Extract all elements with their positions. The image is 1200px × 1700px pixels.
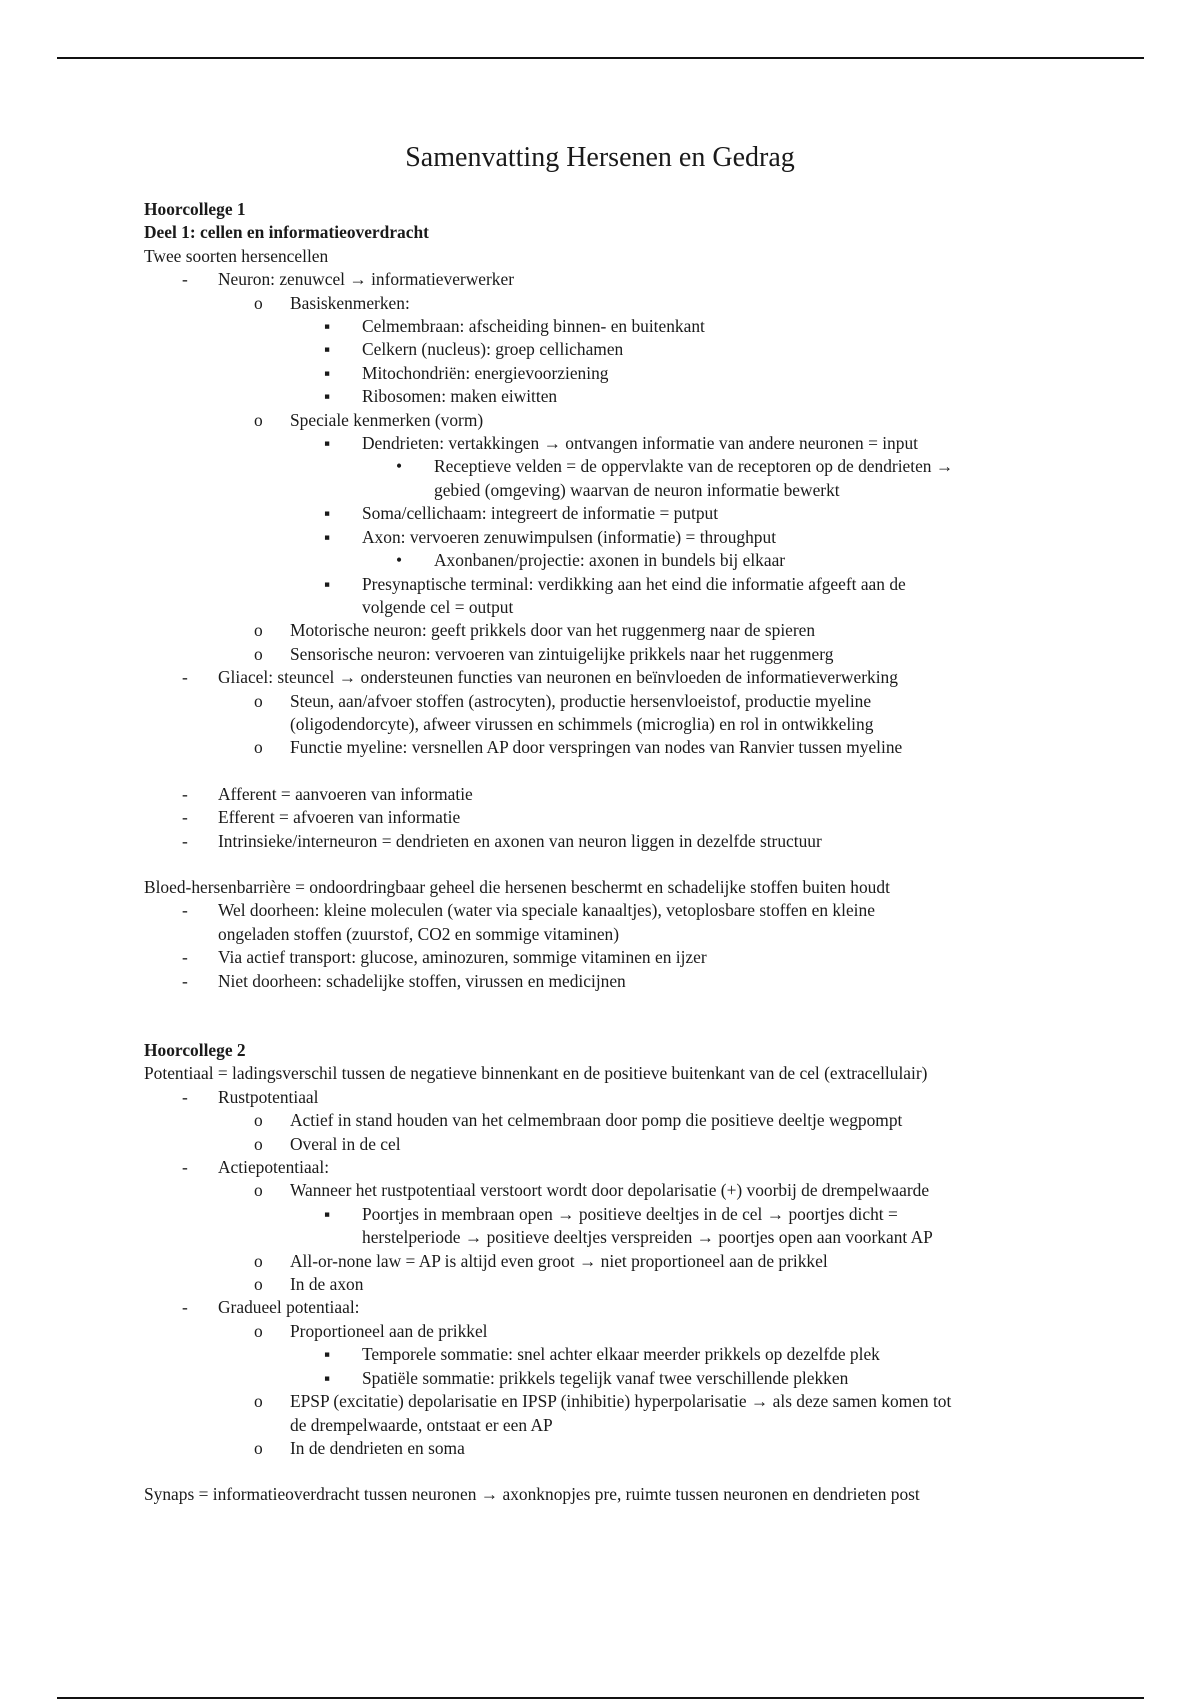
square-marker: ▪	[324, 1203, 331, 1224]
circle-marker: o	[254, 620, 263, 641]
circle-marker: o	[254, 1274, 263, 1295]
spacer	[144, 1460, 1144, 1483]
square-marker: ▪	[324, 526, 331, 547]
list-item: ▪ Dendrieten: vertakkingen → ontvangen informatie van andere neuronen = input	[144, 432, 1144, 455]
list-item: ▪ Spatiële sommatie: prikkels tegelijk vanaf twee verschillende plekken	[144, 1367, 1144, 1390]
list-item: o Steun, aan/afvoer stoffen (astrocyten), productie hersenvloeistof, productie myeline	[144, 690, 1144, 713]
list-item: o Sensorische neuron: vervoeren van zintuigelijke prikkels naar het ruggenmerg	[144, 643, 1144, 666]
spacer	[144, 993, 1144, 1039]
subheading-deel-1: Deel 1: cellen en informatieoverdracht	[144, 222, 429, 243]
list-item-continuation: de drempelwaarde, ontstaat er een AP	[290, 1414, 553, 1435]
dash-marker: -	[182, 269, 188, 290]
list-item: o In de dendrieten en soma	[144, 1437, 1144, 1460]
list-item: o Wanneer het rustpotentiaal verstoort wordt door depolarisatie (+) voorbij de drempelwaarde	[144, 1179, 1144, 1202]
circle-marker: o	[254, 1391, 263, 1412]
square-marker: ▪	[324, 503, 331, 524]
square-marker: ▪	[324, 573, 331, 594]
document-body	[144, 140, 1144, 1507]
square-marker: ▪	[324, 339, 331, 360]
list-item: o Motorische neuron: geeft prikkels door van het ruggenmerg naar de spieren	[144, 619, 1144, 642]
circle-marker: o	[254, 1180, 263, 1201]
square-marker: ▪	[324, 362, 331, 383]
list-item: - Actiepotentiaal:	[144, 1156, 1144, 1179]
circle-marker: o	[254, 643, 263, 664]
list-item: ▪ Soma/cellichaam: integreert de informatie = putput	[144, 502, 1144, 525]
list-item-continuation: ongeladen stoffen (zuurstof, CO2 en sommige vitaminen)	[218, 923, 620, 944]
heading-hoorcollege-1: Hoorcollege 1	[144, 199, 246, 219]
page-title: Samenvatting Hersenen en Gedrag	[405, 142, 795, 173]
paragraph-potentiaal: Potentiaal = ladingsverschil tussen de negatieve binnenkant en de positieve buitenkant van de cel (extracellulair)	[144, 1063, 928, 1084]
dash-marker: -	[182, 1157, 188, 1178]
list-item: o Basiskenmerken:	[144, 292, 1144, 315]
dash-marker: -	[182, 667, 188, 688]
list-item: ▪ Axon: vervoeren zenuwimpulsen (informatie) = throughput	[144, 526, 1144, 549]
bullet-marker: •	[396, 550, 403, 571]
list-item: ▪ Celmembraan: afscheiding binnen- en buitenkant	[144, 315, 1144, 338]
header-rule	[57, 57, 1144, 59]
list-item: o EPSP (excitatie) depolarisatie en IPSP (inhibitie) hyperpolarisatie → als deze samen komen tot	[144, 1390, 1144, 1413]
list-item: o In de axon	[144, 1273, 1144, 1296]
dash-marker: -	[182, 830, 188, 851]
dash-marker: -	[182, 807, 188, 828]
list-item: o Proportioneel aan de prikkel	[144, 1320, 1144, 1343]
list-item-continuation: herstelperiode → positieve deeltjes verspreiden → poortjes open aan voorkant AP	[362, 1227, 933, 1248]
square-marker: ▪	[324, 386, 331, 407]
list-item: ▪ Ribosomen: maken eiwitten	[144, 385, 1144, 408]
list-item-continuation: volgende cel = output	[362, 596, 514, 617]
footer-rule	[57, 1697, 1144, 1699]
dash-marker: -	[182, 1297, 188, 1318]
list-item: - Gradueel potentiaal:	[144, 1296, 1144, 1319]
dash-marker: -	[182, 1086, 188, 1107]
spacer	[144, 853, 1144, 876]
dash-marker: -	[182, 783, 188, 804]
dash-marker: -	[182, 947, 188, 968]
list-item: - Via actief transport: glucose, aminozuren, sommige vitaminen en ijzer	[144, 946, 1144, 969]
list-item: • Receptieve velden = de oppervlakte van de receptoren op de dendrieten →	[144, 455, 1144, 478]
square-marker: ▪	[324, 1367, 331, 1388]
list-item: ▪ Presynaptische terminal: verdikking aan het eind die informatie afgeeft aan de	[144, 573, 1144, 596]
list-item: ▪ Celkern (nucleus): groep cellichamen	[144, 338, 1144, 361]
list-item: - Afferent = aanvoeren van informatie	[144, 783, 1144, 806]
circle-marker: o	[254, 1250, 263, 1271]
list-item: ▪ Mitochondriën: energievoorziening	[144, 362, 1144, 385]
list-item: o Speciale kenmerken (vorm)	[144, 409, 1144, 432]
list-item: - Gliacel: steuncel → ondersteunen functies van neuronen en beïnvloeden de informatieverwerking	[144, 666, 1144, 689]
circle-marker: o	[254, 1110, 263, 1131]
circle-marker: o	[254, 1437, 263, 1458]
circle-marker: o	[254, 1133, 263, 1154]
circle-marker: o	[254, 292, 263, 313]
list-item: o Actief in stand houden van het celmembraan door pomp die positieve deeltje wegpompt	[144, 1109, 1144, 1132]
list-item-continuation: gebied (omgeving) waarvan de neuron informatie bewerkt	[434, 479, 840, 500]
paragraph-bloed-hersenbarriere: Bloed-hersenbarrière = ondoordringbaar geheel die hersenen beschermt en schadelijke stoffen buiten houdt	[144, 876, 890, 897]
circle-marker: o	[254, 1320, 263, 1341]
list-item: - Efferent = afvoeren van informatie	[144, 806, 1144, 829]
heading-hoorcollege-2: Hoorcollege 2	[144, 1040, 246, 1060]
list-item: ▪ Poortjes in membraan open → positieve deeltjes in de cel → poortjes dicht =	[144, 1203, 1144, 1226]
paragraph-synaps: Synaps = informatieoverdracht tussen neuronen → axonknopjes pre, ruimte tussen neuronen en dendrieten post	[144, 1484, 920, 1505]
list-item: o Overal in de cel	[144, 1133, 1144, 1156]
list-item: o All-or-none law = AP is altijd even groot → niet proportioneel aan de prikkel	[144, 1250, 1144, 1273]
list-item: - Rustpotentiaal	[144, 1086, 1144, 1109]
list-item-continuation: (oligodendorcyte), afweer virussen en schimmels (microglia) en rol in ontwikkeling	[290, 713, 874, 734]
dash-marker: -	[182, 970, 188, 991]
list-item: - Niet doorheen: schadelijke stoffen, virussen en medicijnen	[144, 970, 1144, 993]
circle-marker: o	[254, 409, 263, 430]
bullet-marker: •	[396, 456, 403, 477]
list-item: o Functie myeline: versnellen AP door verspringen van nodes van Ranvier tussen myeline	[144, 736, 1144, 759]
circle-marker: o	[254, 737, 263, 758]
square-marker: ▪	[324, 316, 331, 337]
list-item: ▪ Temporele sommatie: snel achter elkaar meerder prikkels op dezelfde plek	[144, 1343, 1144, 1366]
dash-marker: -	[182, 900, 188, 921]
list-item: - Intrinsieke/interneuron = dendrieten en axonen van neuron liggen in dezelfde structuur	[144, 830, 1144, 853]
square-marker: ▪	[324, 433, 331, 454]
square-marker: ▪	[324, 1344, 331, 1365]
list-item: - Neuron: zenuwcel → informatieverwerker	[144, 268, 1144, 291]
circle-marker: o	[254, 690, 263, 711]
intro-text: Twee soorten hersencellen	[144, 245, 329, 266]
list-item: • Axonbanen/projectie: axonen in bundels bij elkaar	[144, 549, 1144, 572]
list-item: - Wel doorheen: kleine moleculen (water via speciale kanaaltjes), vetoplosbare stoffen en kleine	[144, 899, 1144, 922]
spacer	[144, 760, 1144, 783]
